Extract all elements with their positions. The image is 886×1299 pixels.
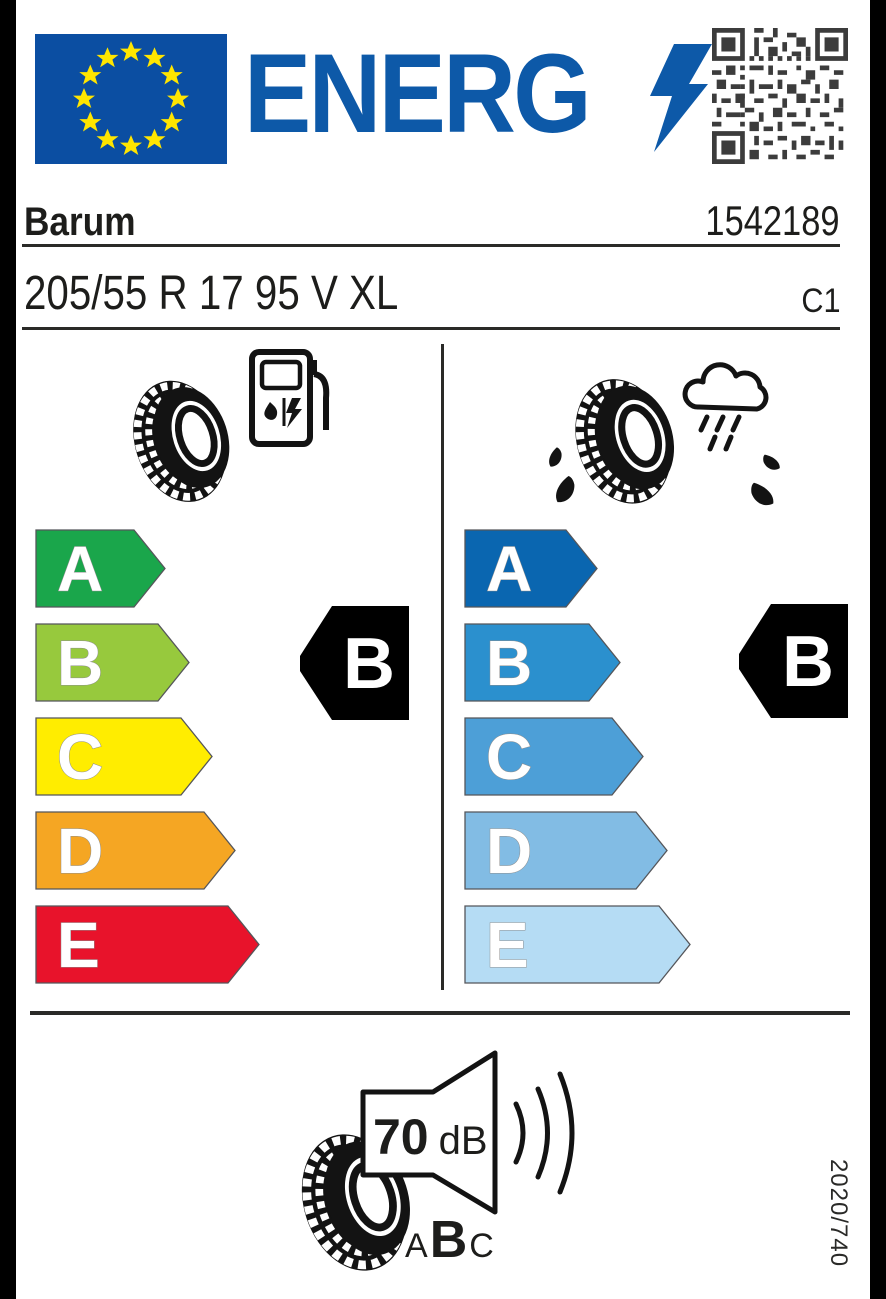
label-border-right (870, 0, 886, 1299)
sound-waves-icon (516, 1074, 572, 1192)
noise-class-c: C (469, 1227, 496, 1265)
rain-cloud-icon (685, 365, 766, 449)
fuel-grade-b-arrow (35, 623, 192, 703)
fuel-grade-c-arrow (35, 717, 215, 797)
fuel-grade-e-arrow (35, 905, 262, 985)
grade-letter-b: B (57, 627, 104, 699)
divider-line (30, 1011, 850, 1015)
grade-letter-e: E (57, 909, 100, 981)
wet-grade-b-arrow (464, 623, 623, 703)
wet-rating-letter: B (782, 622, 834, 702)
noise-db-unit: dB (438, 1119, 488, 1163)
eu-flag-icon (35, 34, 227, 164)
grade-letter-c: C (57, 721, 104, 793)
grade-letter-c: C (486, 721, 533, 793)
wet-grade-a-arrow (464, 529, 600, 609)
tyre-size: 205/55 R 17 95 V XL (24, 267, 399, 320)
grade-letter-b: B (486, 627, 533, 699)
fuel-rating-letter: B (343, 624, 395, 704)
wet-grade-c-arrow (464, 717, 646, 797)
noise-db-value: 70 (373, 1109, 429, 1165)
noise-db (373, 1109, 488, 1165)
panel-divider (441, 344, 444, 990)
noise-class-b-selected: B (429, 1211, 470, 1269)
grade-letter-d: D (57, 815, 104, 887)
fuel-grade-a-arrow (35, 529, 168, 609)
qr-code (712, 28, 848, 164)
fuel-efficiency-icon (118, 342, 333, 517)
regulation-number: 2020/740 (825, 1158, 852, 1268)
fuel-pump-icon (252, 352, 326, 444)
wet-grade-e-arrow (464, 905, 693, 985)
grade-letter-d: D (486, 815, 533, 887)
lightning-bolt-icon (644, 44, 714, 152)
brand-name: Barum (24, 200, 136, 244)
divider-line (22, 327, 840, 330)
wet-grade-d-arrow (464, 811, 670, 891)
wet-rating-pointer (735, 602, 850, 720)
grade-letter-a: A (486, 533, 533, 605)
label-border-left (0, 0, 16, 1299)
wet-grip-icon (535, 338, 787, 520)
divider-line (22, 244, 840, 247)
grade-letter-e: E (486, 909, 529, 981)
grade-letter-a: A (57, 533, 104, 605)
energy-logo-text: ENERG (244, 31, 589, 156)
fuel-rating-pointer (296, 604, 411, 722)
fuel-grade-d-arrow (35, 811, 238, 891)
article-number: 1542189 (705, 197, 840, 244)
noise-class-a: A (405, 1227, 430, 1265)
tyre-class: C1 (800, 282, 840, 320)
noise-class-letters (405, 1211, 496, 1269)
